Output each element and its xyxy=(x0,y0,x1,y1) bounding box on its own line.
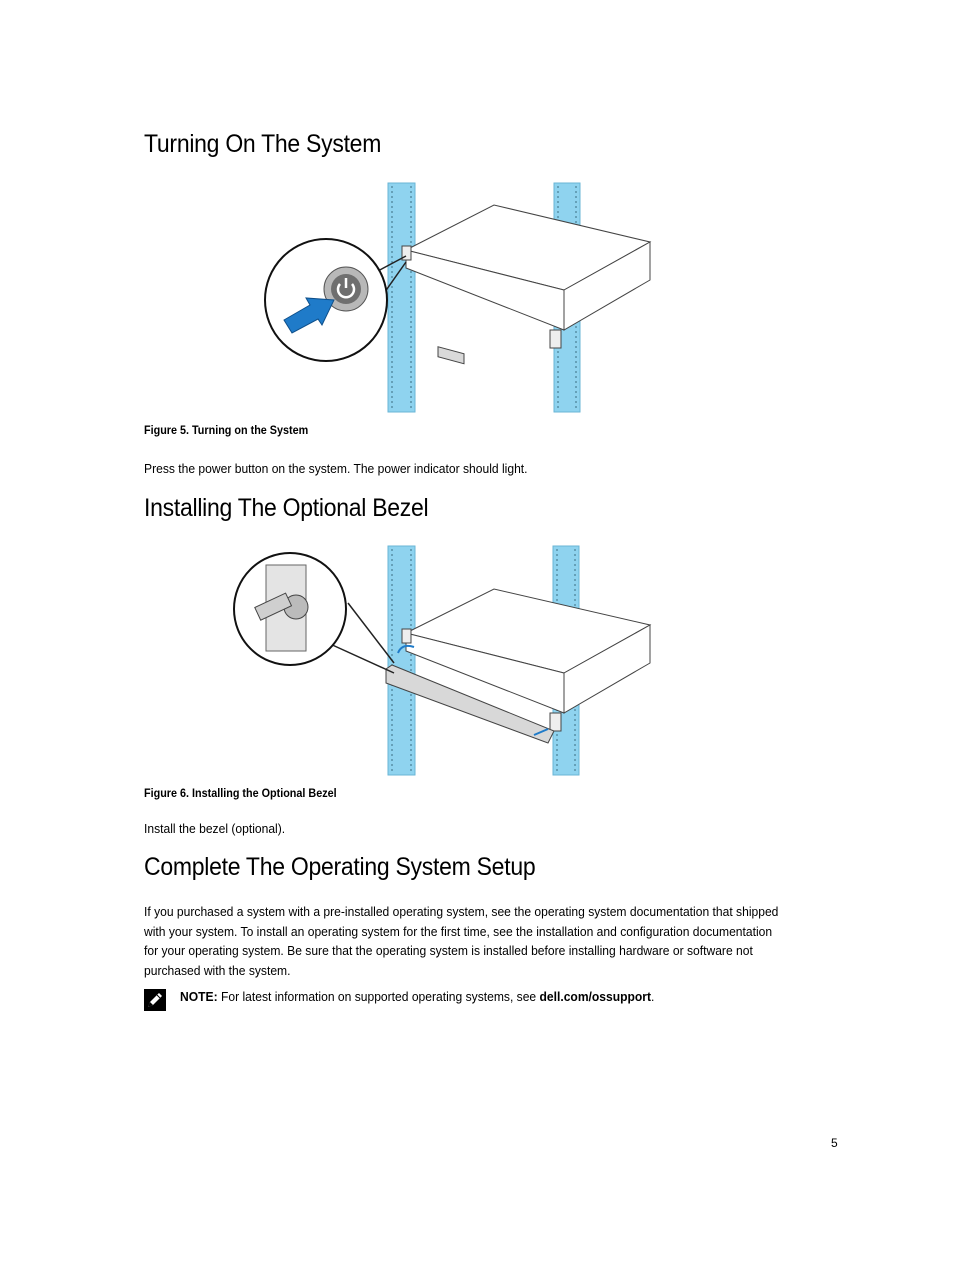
server-chassis xyxy=(402,205,650,364)
ossupport-link[interactable]: dell.com/ossupport xyxy=(539,989,652,1004)
note-end: . xyxy=(651,989,655,1004)
note-label: NOTE: xyxy=(180,989,218,1004)
note-text xyxy=(180,989,654,1004)
page-number: 5 xyxy=(831,1136,838,1150)
section-title-os-setup: Complete The Operating System Setup xyxy=(144,853,536,881)
note-body: For latest information on supported operating systems, see xyxy=(217,989,540,1004)
figure-turning-on-illustration xyxy=(144,180,654,416)
key-lock-callout xyxy=(234,553,394,673)
power-button-callout xyxy=(265,239,406,361)
body-turning-on: Press the power button on the system. The power indicator should light. xyxy=(144,461,528,476)
os-setup-paragraph xyxy=(144,902,851,980)
pencil-note-icon xyxy=(144,989,166,1011)
note-box xyxy=(144,986,844,1016)
server-chassis xyxy=(402,589,650,731)
figure-bezel-illustration xyxy=(230,543,654,779)
paragraph-line: for your operating system. Be sure that the operating system is installed before installing hardware or software not xyxy=(144,943,753,958)
figure-caption-turning-on: Figure 5. Turning on the System xyxy=(144,423,309,437)
rack-rail-left xyxy=(388,183,415,412)
paragraph-line: with your system. To install an operating system for the first time, see the installation and configuration documentation xyxy=(144,923,773,939)
section-title-bezel: Installing The Optional Bezel xyxy=(144,494,429,522)
paragraph-line: purchased with the system. xyxy=(144,962,291,978)
paragraph-line: If you purchased a system with a pre-installed operating system, see the operating system documentation that shipped xyxy=(144,904,779,919)
body-bezel: Install the bezel (optional). xyxy=(144,821,286,836)
figure-caption-bezel: Figure 6. Installing the Optional Bezel xyxy=(144,786,337,800)
section-title-turning-on: Turning On The System xyxy=(144,130,382,158)
